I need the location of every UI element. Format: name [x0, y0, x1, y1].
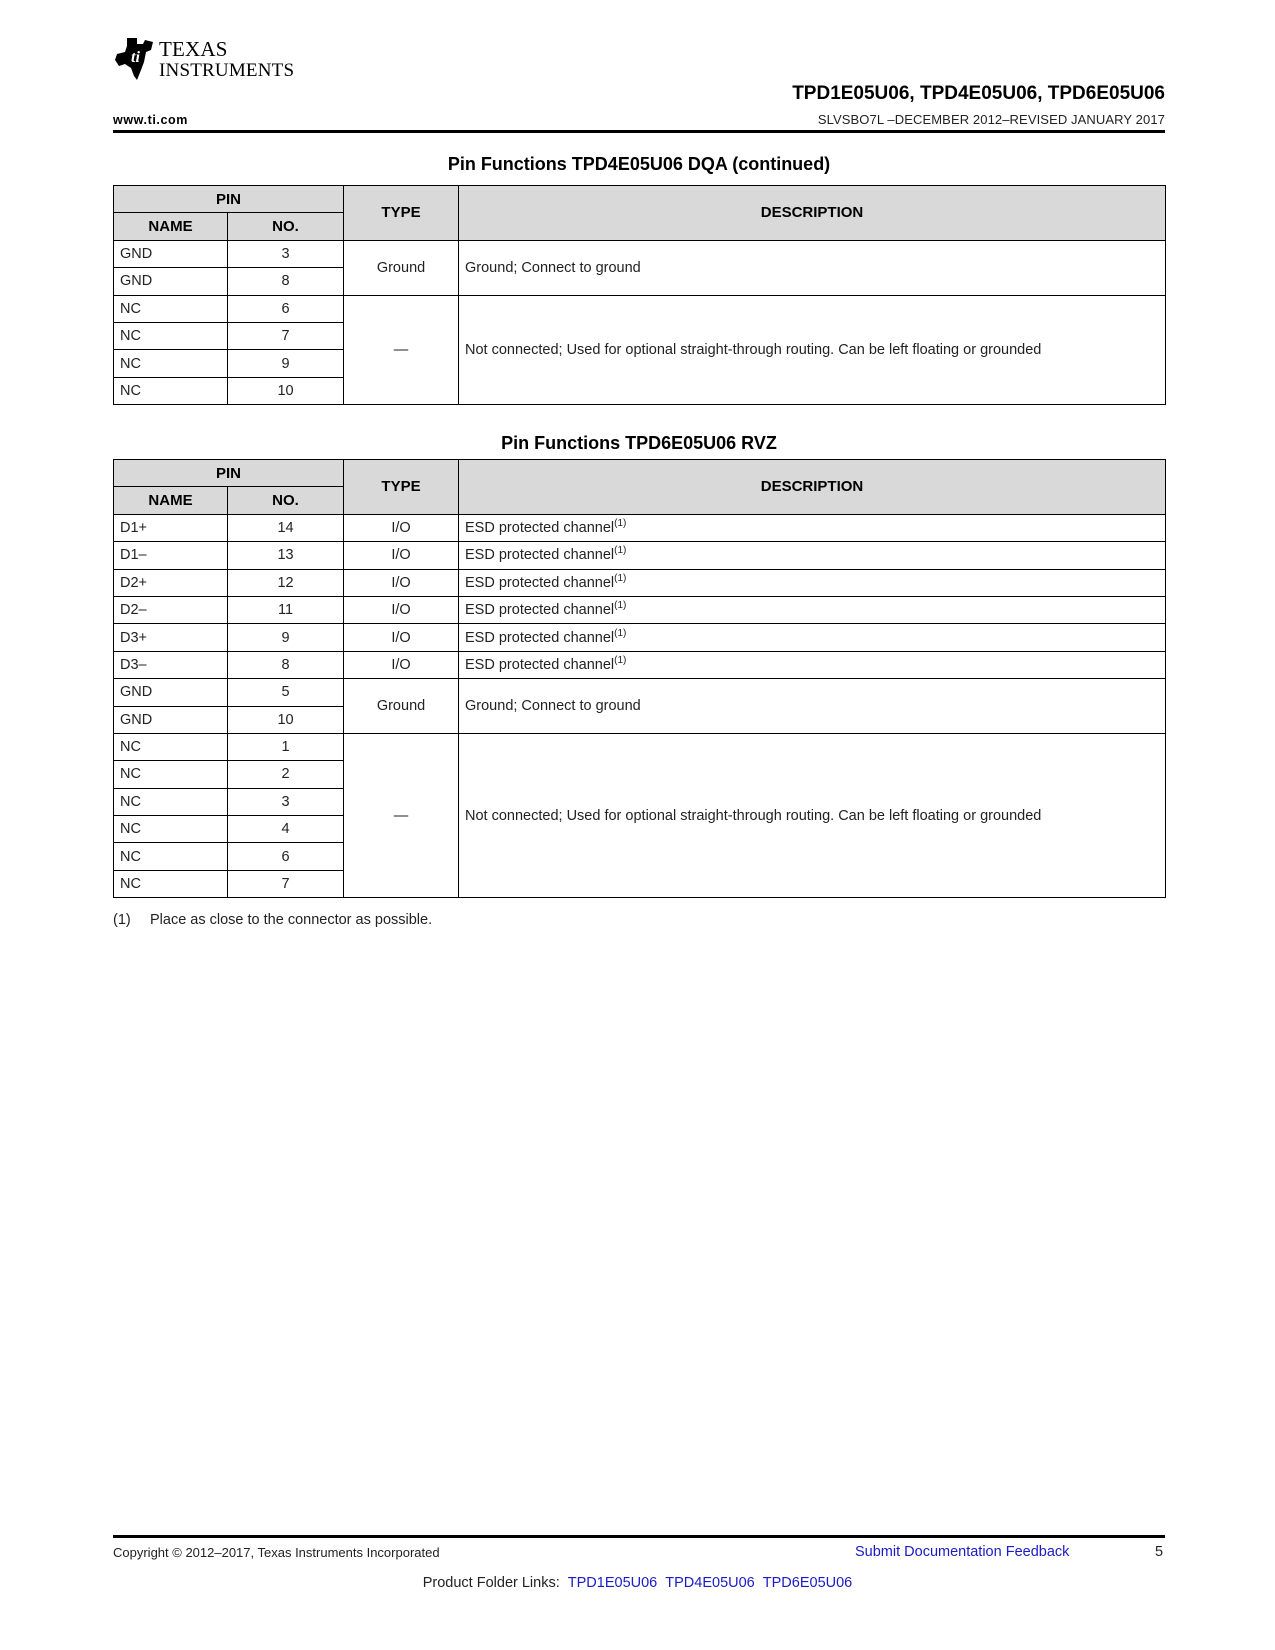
table-row: [114, 596, 1166, 623]
product-folder-label: Product Folder Links:: [422, 1575, 560, 1591]
pin-description: Not connected; Used for optional straight-through routing. Can be left floating or grounded: [459, 295, 1166, 405]
header-no: NO.: [228, 487, 344, 514]
pin-no: 13: [228, 542, 344, 569]
pin-name: GND: [114, 240, 228, 267]
header-pin: PIN: [114, 186, 344, 213]
footer-rule: [113, 1535, 1165, 1538]
footnote-ref[interactable]: (1): [614, 545, 627, 557]
table-row: [114, 733, 1166, 760]
ti-logo: [113, 36, 313, 86]
pin-name: NC: [114, 761, 228, 788]
pin-name: NC: [114, 788, 228, 815]
pin-name: D3–: [114, 651, 228, 678]
pin-no: 3: [228, 788, 344, 815]
pin-name: D1–: [114, 542, 228, 569]
header-no: NO.: [228, 213, 344, 240]
pin-functions-table-dqa: [113, 185, 1166, 405]
header-name: NAME: [114, 487, 228, 514]
document-revision: SLVSBO7L –DECEMBER 2012–REVISED JANUARY 2017: [817, 112, 1165, 127]
table-row: [114, 240, 1166, 267]
website-link[interactable]: www.ti.com: [113, 113, 188, 127]
table-row: [114, 569, 1166, 596]
header-description: DESCRIPTION: [459, 186, 1166, 241]
pin-no: 8: [228, 651, 344, 678]
pin-type: —: [344, 295, 459, 405]
pin-name: NC: [114, 350, 228, 377]
table-row: [114, 679, 1166, 706]
copyright: Copyright © 2012–2017, Texas Instruments Incorporated: [113, 1545, 440, 1560]
pin-no: 6: [228, 843, 344, 870]
pin-no: 14: [228, 514, 344, 541]
footnote-ref[interactable]: (1): [614, 572, 627, 584]
pin-type: Ground: [344, 240, 459, 295]
pin-type: I/O: [344, 542, 459, 569]
header-description: DESCRIPTION: [459, 460, 1166, 515]
pin-no: 1: [228, 733, 344, 760]
table-row: [114, 295, 1166, 322]
pin-description: ESD protected channel$^{(1)}$: [459, 569, 1166, 596]
pin-name: NC: [114, 816, 228, 843]
pin-no: 10: [228, 706, 344, 733]
svg-text:ti: ti: [131, 49, 140, 66]
document-title: TPD1E05U06, TPD4E05U06, TPD6E05U06: [792, 83, 1165, 104]
pin-name: NC: [114, 322, 228, 349]
pin-description: Not connected; Used for optional straight-through routing. Can be left floating or grounded: [459, 733, 1166, 897]
pin-name: GND: [114, 679, 228, 706]
table2-title: Pin Functions TPD6E05U06 RVZ: [501, 433, 777, 453]
footnote: [113, 912, 432, 928]
pin-no: 4: [228, 816, 344, 843]
pin-name: NC: [114, 295, 228, 322]
pin-no: 9: [228, 350, 344, 377]
pin-no: 12: [228, 569, 344, 596]
table-row: [114, 651, 1166, 678]
pin-description: Ground; Connect to ground: [459, 240, 1166, 295]
product-link-tpd6e05u06[interactable]: TPD6E05U06: [762, 1575, 853, 1591]
submit-feedback-link[interactable]: Submit Documentation Feedback: [855, 1544, 1070, 1560]
pin-no: 10: [228, 377, 344, 404]
pin-type: I/O: [344, 569, 459, 596]
header-type: TYPE: [344, 186, 459, 241]
pin-name: NC: [114, 377, 228, 404]
pin-no: 11: [228, 596, 344, 623]
pin-type: I/O: [344, 651, 459, 678]
pin-functions-table-rvz: [113, 459, 1166, 898]
pin-description: ESD protected channel$^{(1)}$: [459, 651, 1166, 678]
pin-type: I/O: [344, 596, 459, 623]
header-name: NAME: [114, 213, 228, 240]
footnote-ref[interactable]: (1): [614, 654, 627, 666]
pin-no: 8: [228, 268, 344, 295]
pin-name: GND: [114, 268, 228, 295]
pin-no: 3: [228, 240, 344, 267]
table-row: [114, 624, 1166, 651]
table1-title: Pin Functions TPD4E05U06 DQA (continued): [447, 154, 831, 174]
header-pin: PIN: [114, 460, 344, 487]
table-row: [114, 542, 1166, 569]
pin-name: D2–: [114, 596, 228, 623]
pin-type: —: [344, 733, 459, 897]
footnote-ref[interactable]: (1): [614, 517, 627, 529]
header-type: TYPE: [344, 460, 459, 515]
ti-state-icon: [113, 36, 157, 82]
pin-description: ESD protected channel$^{(1)}$: [459, 624, 1166, 651]
pin-name: NC: [114, 870, 228, 897]
pin-type: I/O: [344, 624, 459, 651]
pin-no: 7: [228, 322, 344, 349]
pin-no: 7: [228, 870, 344, 897]
product-link-tpd1e05u06[interactable]: TPD1E05U06: [567, 1575, 658, 1591]
pin-name: GND: [114, 706, 228, 733]
pin-description: ESD protected channel$^{(1)}$: [459, 542, 1166, 569]
pin-name: NC: [114, 733, 228, 760]
pin-description: ESD protected channel$^{(1)}$: [459, 596, 1166, 623]
footnote-text: Place as close to the connector as possible.: [150, 912, 433, 928]
pin-name: D2+: [114, 569, 228, 596]
footnote-ref[interactable]: (1): [614, 600, 627, 612]
product-link-tpd4e05u06[interactable]: TPD4E05U06: [665, 1575, 755, 1591]
pin-description: ESD protected channel$^{(1)}$: [459, 514, 1166, 541]
pin-no: 2: [228, 761, 344, 788]
header-rule: [113, 130, 1165, 133]
pin-description: Ground; Connect to ground: [459, 679, 1166, 734]
logo-line-texas: TEXAS: [159, 37, 228, 61]
pin-no: 5: [228, 679, 344, 706]
logo-line-instruments: INSTRUMENTS: [159, 60, 295, 81]
page-number: 5: [1155, 1544, 1164, 1560]
pin-type: Ground: [344, 679, 459, 734]
pin-name: D1+: [114, 514, 228, 541]
product-folder-links: [0, 1575, 1275, 1591]
pin-type: I/O: [344, 514, 459, 541]
footnote-marker: (1): [113, 912, 131, 928]
pin-no: 6: [228, 295, 344, 322]
table-row: [114, 514, 1166, 541]
pin-no: 9: [228, 624, 344, 651]
pin-name: D3+: [114, 624, 228, 651]
footnote-ref[interactable]: (1): [614, 627, 627, 639]
pin-name: NC: [114, 843, 228, 870]
